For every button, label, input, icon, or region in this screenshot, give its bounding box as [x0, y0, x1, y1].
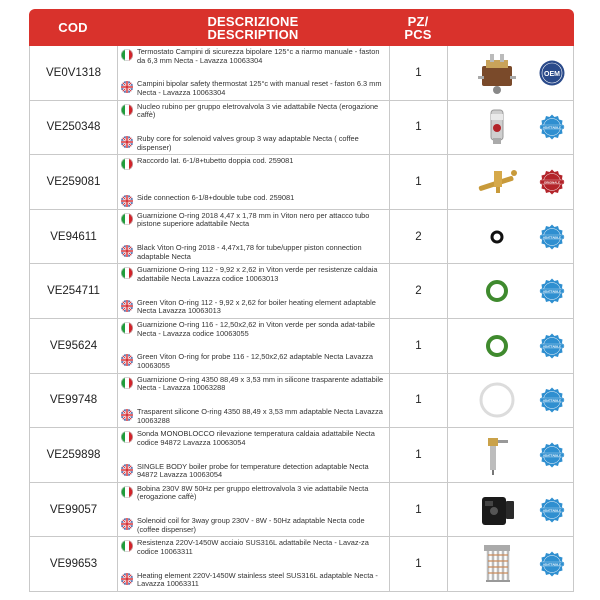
svg-text:ADATTABILE: ADATTABILE — [542, 562, 562, 567]
description-en — [121, 353, 386, 370]
product-code: VE250348 — [30, 101, 118, 155]
table-row — [30, 319, 573, 374]
description-cell — [118, 210, 390, 264]
description-it-text: Guarnizione O-ring 4350 88,49 x 3,53 mm in silicone trasparente adattabile Necta - Lavazza 10063288 — [137, 374, 384, 393]
description-cell — [118, 155, 390, 209]
italy-flag-icon — [121, 322, 133, 334]
adattabile-badge-icon — [539, 224, 565, 250]
table-row — [30, 46, 573, 101]
image-cell — [448, 101, 575, 155]
italy-flag-icon — [121, 158, 133, 170]
uk-flag-icon — [121, 195, 133, 207]
quantity: 1 — [390, 374, 448, 428]
svg-text:ADATTABILE: ADATTABILE — [542, 234, 562, 239]
svg-text:ADATTABILE: ADATTABILE — [542, 398, 562, 403]
header-desc-it: DESCRIZIONE — [207, 13, 299, 29]
table-header — [29, 9, 574, 46]
description-en-text: Green Viton O-ring 112 - 9,92 x 2,62 for boiler heating element adaptable Necta Lavazza 10063013 — [137, 297, 376, 316]
description-it — [121, 48, 386, 65]
quantity: 2 — [390, 210, 448, 264]
svg-text:ADATTABILE: ADATTABILE — [542, 289, 562, 294]
image-cell — [448, 264, 575, 318]
quantity: 1 — [390, 155, 448, 209]
description-en-text: Ruby core for solenoid valves group 3 way adaptable Necta ( coffee dispenser) — [137, 134, 359, 152]
description-it-text: Termostato Campini di sicurezza bipolare 125°c a riarmo manuale - faston da 6,3 mm Necta - Lavazza 10063304 — [137, 47, 380, 65]
image-cell — [448, 46, 575, 100]
header-description — [117, 9, 389, 46]
description-en — [121, 408, 386, 425]
description-it-text: Raccordo lat. 6-1/8+tubetto doppia cod. 259081 — [137, 156, 294, 166]
uk-flag-icon — [121, 518, 133, 530]
description-cell — [118, 483, 390, 537]
product-code: VE0V1318 — [30, 46, 118, 100]
uk-flag-icon — [121, 245, 133, 257]
description-en — [121, 80, 386, 97]
originale-badge-icon — [539, 169, 565, 195]
product-code: VE95624 — [30, 319, 118, 373]
description-en — [121, 572, 386, 589]
header-qty — [389, 9, 447, 46]
italy-flag-icon — [121, 104, 133, 116]
image-cell — [448, 155, 575, 209]
description-cell — [118, 537, 390, 591]
uk-flag-icon — [121, 573, 133, 585]
description-it — [121, 212, 386, 229]
product-code: VE254711 — [30, 264, 118, 318]
table-row — [30, 155, 573, 210]
description-en-text: Black Viton O-ring 2018 - 4,47x1,78 for tube/upper piston connection adaptable Necta — [137, 243, 362, 261]
description-en-text: Solenoid coil for 3way group 230V - 8W - 50Hz adaptable Necta code (coffee dispenser) — [137, 516, 365, 534]
adattabile-badge-icon — [539, 114, 565, 140]
svg-text:OEM: OEM — [544, 70, 560, 78]
description-it — [121, 266, 386, 283]
product-code: VE99653 — [30, 537, 118, 591]
description-en — [121, 299, 386, 316]
table-row — [30, 537, 573, 592]
quantity: 1 — [390, 46, 448, 100]
description-en-text: Heating element 220V-1450W stainless steel SUS316L adaptable Necta - Lavazza 10063311 — [137, 570, 378, 589]
description-it-text: Guarnizione O-ring 112 - 9,92 x 2,62 in Viton verde per resistenze caldaia adattabile Necta Lavazza codice 10063013 — [137, 265, 378, 283]
description-cell — [118, 374, 390, 428]
uk-flag-icon — [121, 409, 133, 421]
description-en — [121, 517, 386, 534]
svg-text:ADATTABILE: ADATTABILE — [542, 125, 562, 130]
description-en — [121, 194, 386, 207]
description-it-text: Bobina 230V 8W 50Hz per gruppo elettrovalvola 3 vie adattabile Necta (erogazione caffè) — [137, 483, 369, 502]
product-code: VE99748 — [30, 374, 118, 428]
description-it — [121, 321, 386, 338]
italy-flag-icon — [121, 540, 133, 552]
ruby-core-icon — [474, 104, 520, 150]
quantity: 1 — [390, 428, 448, 482]
adattabile-badge-icon — [539, 442, 565, 468]
description-it-text: Nucleo rubino per gruppo eletrovalvola 3 vie adattabile Necta (erogazione caffè) — [137, 101, 379, 120]
table-row — [30, 428, 573, 483]
uk-flag-icon — [121, 464, 133, 476]
uk-flag-icon — [121, 81, 133, 93]
black-oring-icon — [474, 214, 520, 260]
table-row — [30, 210, 573, 265]
description-cell — [118, 428, 390, 482]
adattabile-badge-icon — [539, 497, 565, 523]
description-en — [121, 463, 386, 480]
quantity: 2 — [390, 264, 448, 318]
product-code: VE259081 — [30, 155, 118, 209]
adattabile-badge-icon — [539, 278, 565, 304]
table-row — [30, 374, 573, 429]
description-en — [121, 244, 386, 261]
description-it — [121, 157, 386, 170]
svg-text:ADATTABILE: ADATTABILE — [542, 453, 562, 458]
adattabile-badge-icon — [539, 387, 565, 413]
adattabile-badge-icon — [539, 551, 565, 577]
header-desc-en: DESCRIPTION — [207, 26, 299, 42]
coil-icon — [474, 487, 520, 533]
product-code: VE94611 — [30, 210, 118, 264]
table-row — [30, 264, 573, 319]
brass-connector-icon — [474, 159, 520, 205]
parts-table — [29, 9, 574, 592]
description-en — [121, 135, 386, 152]
italy-flag-icon — [121, 213, 133, 225]
description-it — [121, 103, 386, 120]
description-cell — [118, 264, 390, 318]
description-cell — [118, 101, 390, 155]
description-en-text: Trasparent silicone O-ring 4350 88,49 x 3,53 mm adaptable Necta Lavazza 10063288 — [137, 406, 383, 425]
table-body — [29, 46, 574, 592]
clear-oring-icon — [474, 377, 520, 423]
description-it-text: Sonda MONOBLOCCO rilevazione temperatura caldaia adattabile Necta codice 94872 Lavazza 10063054 — [137, 429, 375, 447]
svg-text:ADATTABILE: ADATTABILE — [542, 507, 562, 512]
description-en-text: Campini bipolar safety thermostat 125°c with manual reset - faston 6.3 mm Necta - Lavazza 10063304 — [137, 79, 382, 97]
image-cell — [448, 374, 575, 428]
table-row — [30, 483, 573, 538]
description-en-text: Green Viton O-ring for probe 116 - 12,50x2,62 adaptable Necta Lavazza 10063055 — [137, 352, 373, 370]
image-cell — [448, 319, 575, 373]
product-code: VE259898 — [30, 428, 118, 482]
description-cell — [118, 319, 390, 373]
green-oring-icon — [474, 323, 520, 369]
quantity: 1 — [390, 483, 448, 537]
description-cell — [118, 46, 390, 100]
green-oring-icon — [474, 268, 520, 314]
description-it-text: Guarnizione O-ring 2018 4,47 x 1,78 mm in Viton nero per attacco tubo pistone superiore adattabile Necta — [137, 210, 370, 229]
header-cod: COD — [58, 20, 88, 35]
probe-icon — [474, 432, 520, 478]
description-it — [121, 430, 386, 447]
italy-flag-icon — [121, 431, 133, 443]
description-it-text: Resistenza 220V-1450W acciaio SUS316L adattabile Necta - Lavaz-za codice 10063311 — [137, 538, 369, 556]
header-qty-it: PZ/ — [407, 13, 429, 29]
uk-flag-icon — [121, 136, 133, 148]
svg-text:ORIGINALE: ORIGINALE — [543, 180, 561, 185]
quantity: 1 — [390, 101, 448, 155]
italy-flag-icon — [121, 49, 133, 61]
image-cell — [448, 428, 575, 482]
description-en-text: Side connection 6-1/8+double tube cod. 259081 — [137, 192, 295, 202]
italy-flag-icon — [121, 486, 133, 498]
adattabile-badge-icon — [539, 333, 565, 359]
description-it — [121, 376, 386, 393]
description-it-text: Guarnizione O-ring 116 - 12,50x2,62 in Viton verde per sonda adat-tabile Necta - Lavazza codice 10063055 — [137, 319, 376, 338]
image-cell — [448, 537, 575, 591]
quantity: 1 — [390, 319, 448, 373]
description-en-text: SINGLE BODY boiler probe for temperature detection adaptable Necta 94872 Lavazza 10063054 — [137, 461, 369, 480]
uk-flag-icon — [121, 300, 133, 312]
header-qty-en: PCS — [404, 26, 432, 42]
header-image — [447, 9, 574, 46]
uk-flag-icon — [121, 354, 133, 366]
product-code: VE99057 — [30, 483, 118, 537]
image-cell — [448, 483, 575, 537]
table-row — [30, 101, 573, 156]
description-it — [121, 485, 386, 502]
quantity: 1 — [390, 537, 448, 591]
oem-badge-icon — [539, 60, 565, 86]
svg-text:ADATTABILE: ADATTABILE — [542, 344, 562, 349]
thermostat-icon — [474, 50, 520, 96]
italy-flag-icon — [121, 267, 133, 279]
description-it — [121, 539, 386, 556]
heating-element-icon — [474, 541, 520, 587]
image-cell — [448, 210, 575, 264]
italy-flag-icon — [121, 377, 133, 389]
